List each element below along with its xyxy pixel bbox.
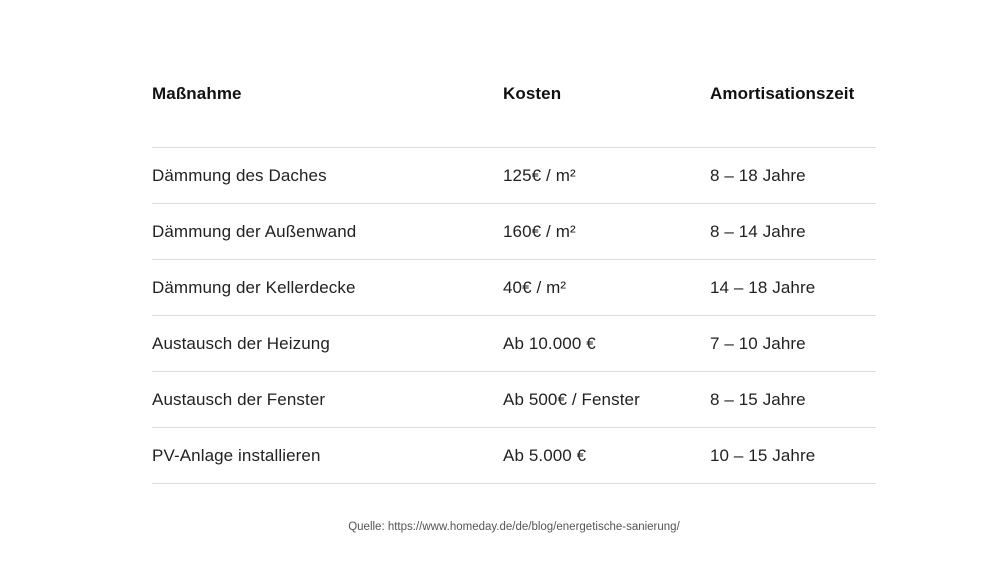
measure-cell: Dämmung der Außenwand — [152, 221, 357, 241]
table-row — [152, 204, 876, 260]
table-header-row — [152, 64, 876, 148]
measure-cell: PV-Anlage installieren — [152, 445, 321, 465]
payback-cell: 7 – 10 Jahre — [710, 333, 806, 353]
cost-cell: 125€ / m² — [503, 165, 576, 185]
cost-cell: 160€ / m² — [503, 221, 576, 241]
table-row — [152, 428, 876, 484]
table-row — [152, 372, 876, 428]
table-row — [152, 316, 876, 372]
measure-cell: Austausch der Heizung — [152, 333, 330, 353]
table-row — [152, 260, 876, 316]
measure-cell: Dämmung des Daches — [152, 165, 327, 185]
table-row — [152, 148, 876, 204]
payback-cell: 8 – 14 Jahre — [710, 221, 806, 241]
measure-cell: Dämmung der Kellerdecke — [152, 277, 356, 297]
column-header-cost: Kosten — [503, 83, 562, 103]
cost-cell: Ab 10.000 € — [503, 333, 596, 353]
source-caption: Quelle: https://www.homeday.de/de/blog/energetische-sanierung/ — [348, 521, 680, 533]
measure-cell: Austausch der Fenster — [152, 389, 326, 409]
payback-cell: 14 – 18 Jahre — [710, 277, 816, 297]
column-header-payback: Amortisationszeit — [710, 83, 855, 103]
cost-cell: 40€ / m² — [503, 277, 567, 297]
cost-cell: Ab 500€ / Fenster — [503, 389, 640, 409]
column-header-measure: Maßnahme — [152, 83, 242, 103]
cost-cell: Ab 5.000 € — [503, 445, 587, 465]
payback-cell: 8 – 18 Jahre — [710, 165, 806, 185]
payback-cell: 10 – 15 Jahre — [710, 445, 816, 465]
payback-cell: 8 – 15 Jahre — [710, 389, 806, 409]
renovation-cost-table — [152, 64, 876, 484]
